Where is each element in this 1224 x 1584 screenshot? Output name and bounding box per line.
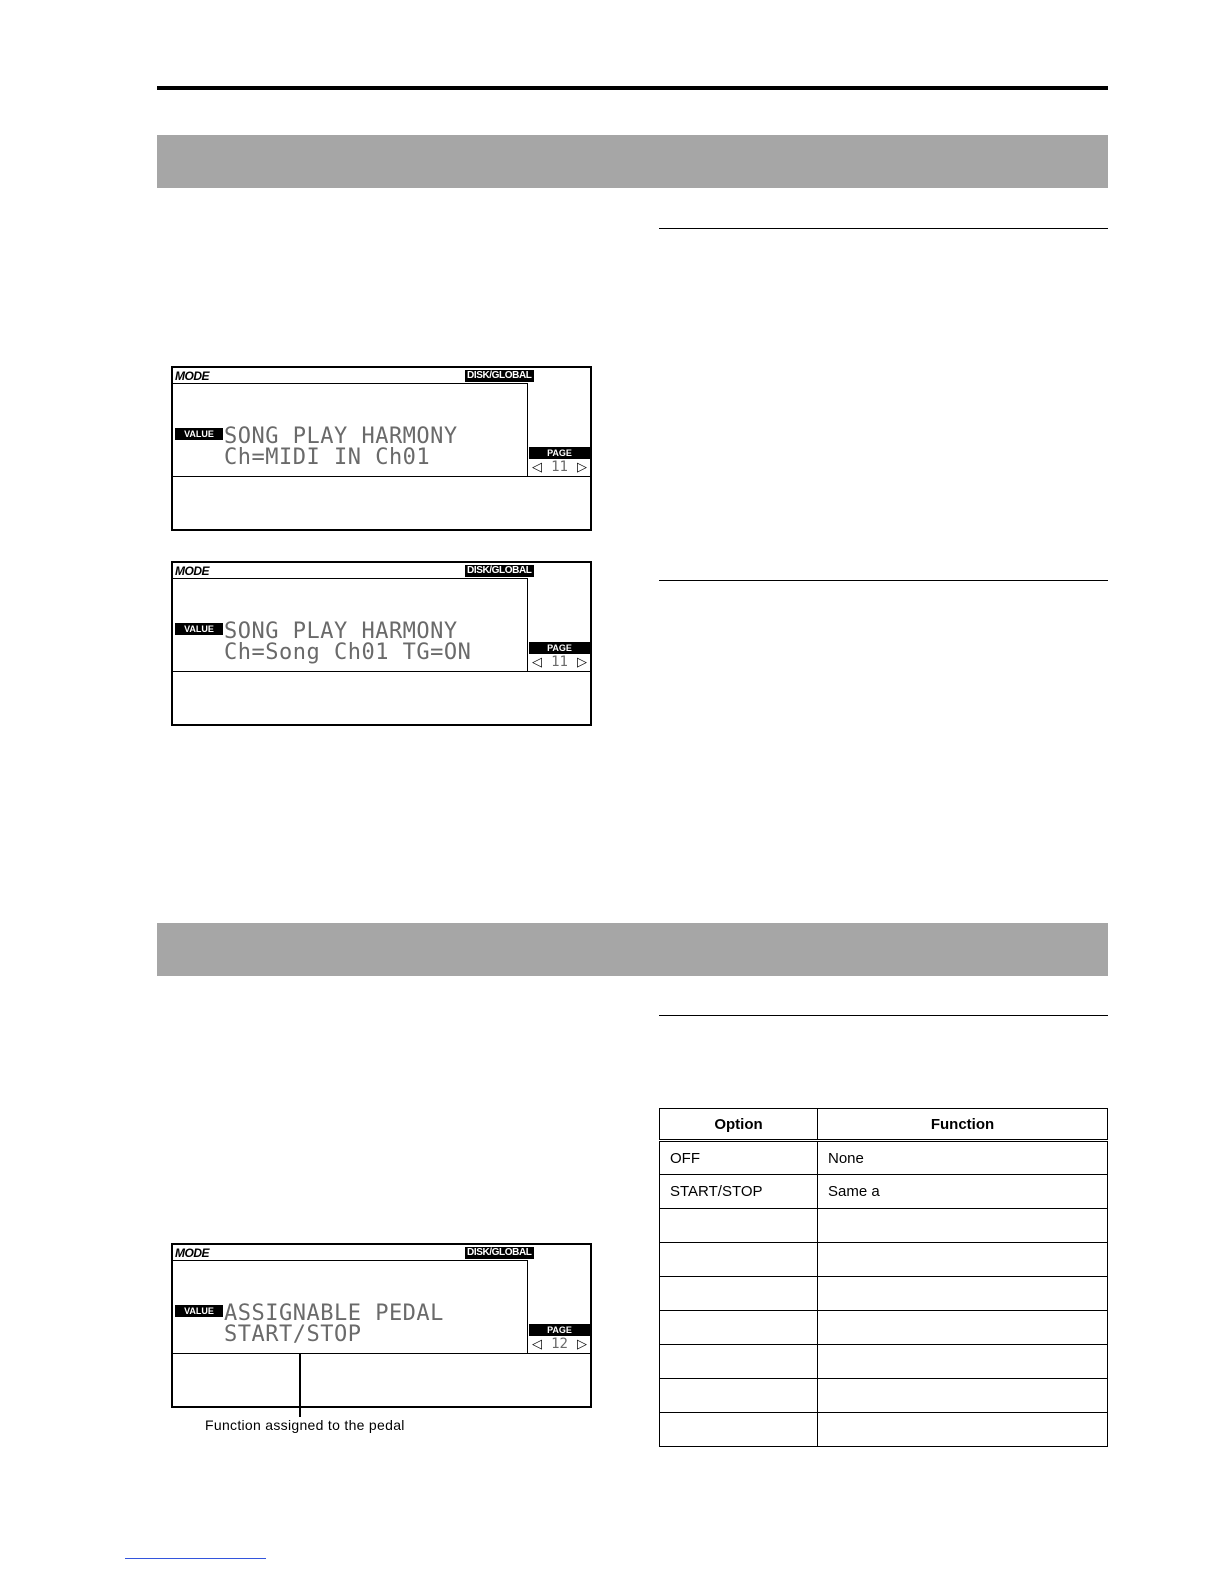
column-header-function: Function [818, 1109, 1108, 1141]
table-cell-function [818, 1243, 1108, 1277]
table-cell-function: None [818, 1141, 1108, 1175]
section-header-band-2 [157, 923, 1108, 976]
table-cell-option [660, 1413, 818, 1447]
lcd-display-3 [171, 1243, 592, 1408]
table-cell-option [660, 1209, 818, 1243]
page-control [529, 459, 590, 475]
mode-label: MODE [175, 369, 209, 383]
disk-global-tab: DISK/GLOBAL [467, 370, 532, 381]
page-prev-icon: ◁ [532, 459, 542, 474]
lcd-line-1: ASSIGNABLE PEDAL [224, 1301, 444, 1326]
page-prev-icon: ◁ [532, 1336, 542, 1351]
table-cell-option: OFF [660, 1141, 818, 1175]
table-row [660, 1345, 1108, 1379]
table-row [660, 1175, 1108, 1209]
page-number: 11 [551, 459, 568, 475]
value-label: VALUE [175, 623, 223, 635]
table-cell-option: START/STOP [660, 1175, 818, 1209]
table-cell-function [818, 1379, 1108, 1413]
value-label: VALUE [175, 1305, 223, 1317]
lcd-line-1: SONG PLAY HARMONY [224, 619, 458, 644]
page-number: 12 [551, 1336, 568, 1352]
lcd-divider [173, 578, 528, 579]
lcd-display-1 [171, 366, 592, 531]
subsection-rule-3 [659, 1015, 1108, 1016]
lcd-line-2: Ch=MIDI IN Ch01 [224, 445, 431, 470]
page-control [529, 654, 590, 670]
table-cell-function [818, 1277, 1108, 1311]
table-cell-function [818, 1209, 1108, 1243]
table-cell-function [818, 1413, 1108, 1447]
page-label: PAGE [529, 447, 590, 459]
table-cell-function [818, 1345, 1108, 1379]
table-cell-option [660, 1243, 818, 1277]
lcd-divider [173, 383, 528, 384]
table-row [660, 1141, 1108, 1175]
table-header-row [660, 1109, 1108, 1141]
lcd-divider [527, 1260, 528, 1353]
page-next-icon: ▷ [576, 654, 587, 669]
lcd-divider [173, 1353, 590, 1354]
table-row [660, 1311, 1108, 1345]
lcd-line-2: Ch=Song Ch01 TG=ON [224, 640, 472, 665]
table-row [660, 1379, 1108, 1413]
lcd-divider [173, 476, 590, 477]
page-next-icon: ▷ [576, 459, 587, 474]
table-row [660, 1209, 1108, 1243]
table-cell-option [660, 1379, 818, 1413]
top-rule [157, 86, 1108, 90]
lcd-line-1: SONG PLAY HARMONY [224, 424, 458, 449]
table-row [660, 1413, 1108, 1447]
lcd-display-2 [171, 561, 592, 726]
page-control [529, 1336, 590, 1352]
page-prev-icon: ◁ [532, 654, 542, 669]
column-header-option: Option [660, 1109, 818, 1141]
page-next-icon: ▷ [576, 1336, 587, 1351]
section-header-band-1 [157, 135, 1108, 188]
disk-global-tab: DISK/GLOBAL [467, 565, 532, 576]
footer-link-underline[interactable] [125, 1558, 266, 1559]
lcd-divider [527, 383, 528, 476]
lcd-divider [173, 1260, 528, 1261]
lcd-divider [527, 578, 528, 671]
lcd-line-2: START/STOP [224, 1322, 362, 1347]
table-cell-function [818, 1311, 1108, 1345]
disk-global-tab: DISK/GLOBAL [467, 1247, 532, 1258]
table-cell-function: Same a [818, 1175, 1108, 1209]
mode-label: MODE [175, 564, 209, 578]
display-caption: Function assigned to the pedal [205, 1417, 405, 1433]
table-row [660, 1243, 1108, 1277]
mode-label: MODE [175, 1246, 209, 1260]
table-cell-option [660, 1311, 818, 1345]
table-row [660, 1277, 1108, 1311]
subsection-rule-2 [659, 580, 1108, 581]
lcd-divider [173, 671, 590, 672]
table-cell-option [660, 1345, 818, 1379]
page-number: 11 [551, 654, 568, 670]
option-function-table [659, 1108, 1108, 1447]
callout-line [299, 1354, 301, 1417]
page-label: PAGE [529, 642, 590, 654]
subsection-rule-1 [659, 228, 1108, 229]
page-label: PAGE [529, 1324, 590, 1336]
value-label: VALUE [175, 428, 223, 440]
table-cell-option [660, 1277, 818, 1311]
